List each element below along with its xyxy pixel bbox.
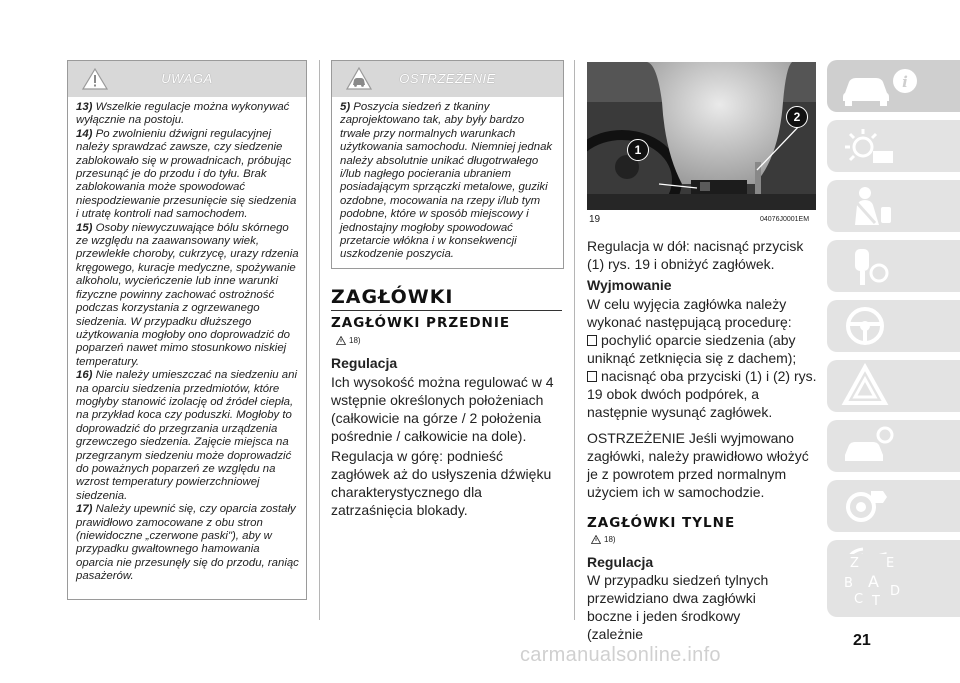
warning-triangle-icon (336, 336, 346, 345)
headrest-illustration (587, 62, 816, 210)
body-text (587, 237, 819, 273)
warning-item-5: 5) Poszycia siedzeń z tkaniny zaprojektowano tak, aby były bardzo trwałe przy normalnych warunkach użytkowania samochodu. Niemniej jednak należy absolutnie unikać długotrwałego i/lub nagłego pocierania ubraniem posiadającym sprzączki metalowe, guziki ozdobne, mocowania na rzepy i/lub tym podobne, które w sposób miejscowy i jednostajny mogłoby spowodować przetarcie włókna i w konsekwencji uszkodzenie poszycia. (340, 101, 553, 261)
column-separator (574, 60, 575, 620)
figure-code: 04076J0001EM (760, 216, 810, 223)
technical-data-icon (841, 483, 901, 529)
paragraph: W przypadku siedzeń tylnych przewidziano dwa zagłówki boczne i jeden środkowy (zależnie (587, 572, 769, 642)
dashboard-lights-icon (839, 123, 899, 169)
warning-header (332, 61, 563, 97)
heading-rule (331, 310, 562, 311)
warning-title: UWAGA (161, 71, 213, 86)
bullet-item: nacisnąć oba przyciski (1) i (2) rys. 19 obok dwóch podpórek, a następnie wysunąć zagłówek. (587, 368, 817, 420)
reference-note: 18) (336, 336, 361, 345)
headrest-photo (587, 62, 816, 210)
subheading-zaglowki-przednie: ZAGŁÓWKI PRZEDNIE (331, 315, 511, 331)
tab-hazard-warning[interactable] (827, 360, 960, 412)
index-letter: T (872, 594, 880, 609)
tab-car-info[interactable] (827, 60, 960, 112)
car-info-icon (835, 63, 925, 109)
index-letter: C (854, 592, 864, 607)
warning-item-13: 13) Wszelkie regulacje można wykonywać wyłącznie na postoju. (76, 101, 290, 127)
index-letter: Z (850, 556, 859, 571)
warning-body (332, 97, 563, 268)
subheading-zaglowki-tylne: ZAGŁÓWKI TYLNE (587, 515, 736, 531)
tab-dashboard-lights[interactable] (827, 120, 960, 172)
chapter-sidebar (827, 60, 960, 617)
index-letter: E (886, 556, 895, 571)
paragraph: Regulacja w górę: podnieść zagłówek aż do usłyszenia dźwięku charakterystycznego dla zatrzaśnięcia blokady. (331, 448, 552, 518)
index-letters (842, 556, 922, 616)
key-icon (841, 243, 901, 289)
figure-number: 19 (589, 214, 601, 225)
section-heading-zaglowki: ZAGŁÓWKI (331, 286, 454, 308)
watermark: carmanualsonline.info (520, 644, 721, 666)
seatbelt-person-icon (841, 183, 901, 229)
index-letter: D (890, 584, 901, 599)
callout-1: 1 (627, 139, 649, 161)
index-letter: B (844, 576, 853, 591)
svg-text:i: i (902, 73, 908, 91)
subsection-wyjmowanie: Wyjmowanie (587, 277, 672, 293)
column-separator (319, 60, 320, 620)
paragraph: Ich wysokość można regulować w 4 wstępnie określonych położeniach (całkowicie na górze / 2 położenia pośrednie / całkowicie na dole). (331, 374, 554, 444)
warning-item-15: 15) Osoby niewyczuwające bólu skórnego ze względu na zaawansowany wiek, przewlekłe choroby, cukrzycę, urazy rdzenia kręgowego, kuracje medyczne, spożywanie alkoholu, wycieńczenie lub inne warunki fizyczne powinny zachować ostrożność podczas korzystania z ogrzewanego siedzenia. W przypadku dłuższego użytkowania mogłoby ono doprowadzić do poparzeń nawet mimo stosunkowo niskiej temperatury. (76, 221, 299, 368)
reference-note: 18) (591, 535, 616, 544)
paragraph: W celu wyjęcia zagłówka należy wykonać następującą procedurę: (587, 296, 792, 330)
tab-seatbelt-person[interactable] (827, 180, 960, 232)
warning-item-14: 14) Po zwolnieniu dźwigni regulacyjnej należy sprawdzać zawsze, czy siedzenie zablokowało się w prowadnicach, próbując przesunąć je do przodu i do tyłu. Brak zablokowania może spowodować niespodziewanie przesunięcie się siedzenia i utratę kontroli nad samochodem. (76, 127, 297, 221)
warning-box-uwaga (67, 60, 307, 600)
paragraph: OSTRZEŻENIE Jeśli wyjmowano zagłówki, należy prawidłowo włożyć je z powrotem przed normalnym użyciem ich w samochodzie. (587, 430, 809, 500)
hazard-warning-icon (841, 363, 901, 409)
callout-2: 2 (786, 106, 808, 128)
warning-title: OSTRZEŻENIE (399, 71, 496, 86)
warning-triangle-icon (591, 535, 601, 544)
warning-paragraph (587, 429, 819, 501)
body-text (587, 571, 797, 643)
subsection-regulacja: Regulacja (331, 355, 398, 371)
body-text (587, 295, 819, 421)
warning-item-17: 17) Należy upewnić się, czy oparcia zostały prawidłowo zamocowane z obu stron (niewidoczne „czerwone paski"), aby w przypadku gwałtownego hamowania oparcia nie przesunęły się do przodu, raniąc pasażerów. (76, 503, 299, 583)
tab-steering-wheel[interactable] (827, 300, 960, 352)
warning-box-ostrzezenie (331, 60, 564, 269)
paragraph-down: Regulacja w dół: nacisnąć przycisk (1) rys. 19 i obniżyć zagłówek. (587, 238, 804, 272)
warning-item-16: 16) Nie należy umieszczać na siedzeniu ani na oparciu siedzenia przedmiotów, które mogłyby stanowić izolację od źródeł ciepła, na przykład koca czy poduszki. Mogłoby to doprowadzić do przegrzania urządzenia grzewczego siedzenia. Zajęcie miejsca na przegrzanym siedzeniu może doprowadzić do poważnych poparzeń ze względu na wzrost temperatury powierzchniowej siedzenia. (76, 369, 297, 502)
page-number: 21 (853, 632, 871, 649)
index-letter: A (868, 572, 879, 591)
checkbox-bullet-icon (587, 335, 597, 346)
subsection-regulacja-rear: Regulacja (587, 554, 654, 570)
steering-wheel-icon (841, 303, 901, 349)
tab-technical-data[interactable] (827, 480, 960, 532)
checkbox-bullet-icon (587, 371, 597, 382)
maintenance-car-icon (839, 423, 899, 469)
tab-key[interactable] (827, 240, 960, 292)
bullet-item: pochylić oparcie siedzenia (aby uniknąć zetknięcia się z dachem); (587, 332, 797, 366)
warning-body (68, 97, 306, 590)
warning-header (68, 61, 306, 97)
body-text (331, 373, 563, 519)
tab-maintenance[interactable] (827, 420, 960, 472)
